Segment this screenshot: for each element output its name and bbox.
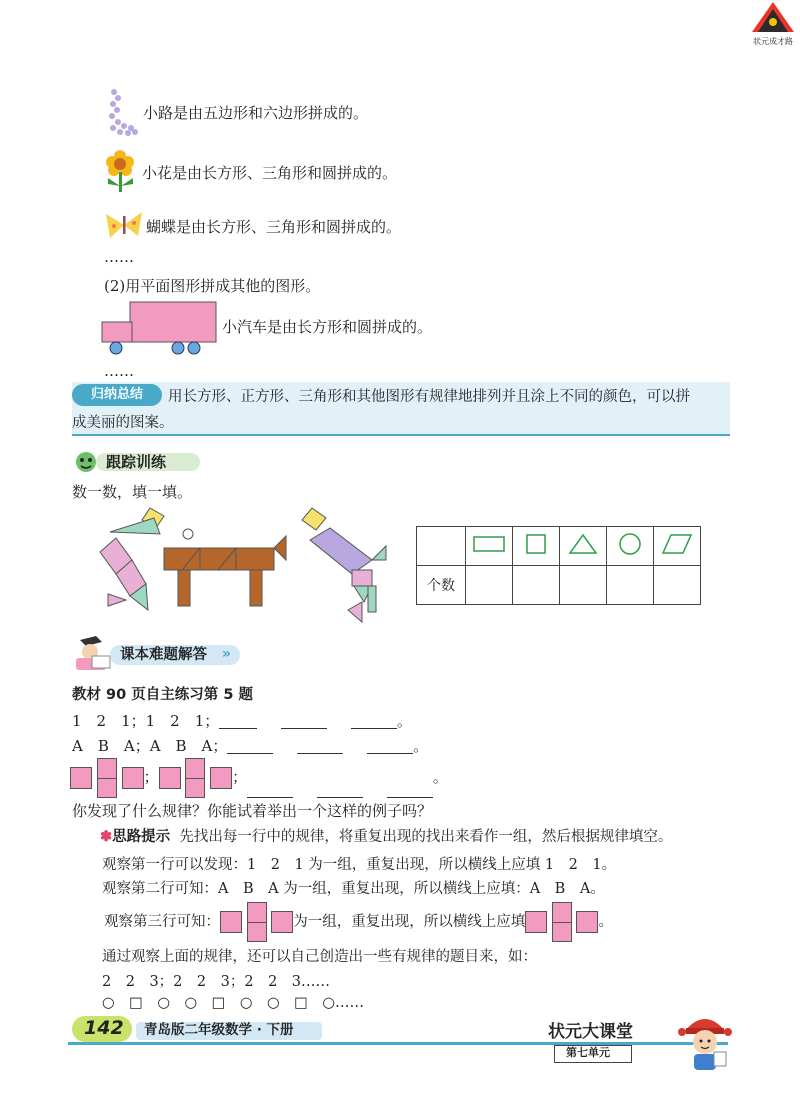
sequence-row-3: ； ； 。 [70,758,448,798]
answer-blank[interactable] [317,797,363,798]
book-title: 青岛版二年级数学 · 下册 [144,1022,294,1038]
observation-1: 观察第一行可以发现：1 2 1 为一组，重复出现，所以横线上应填 1 2 1。 [102,857,617,873]
table-cell [560,527,607,566]
question-text: 你发现了什么规律？你能试着举出一个这样的例子吗？ [72,802,433,820]
answer-blank[interactable] [297,753,343,754]
answer-blank[interactable] [387,797,433,798]
count-input-cell[interactable] [466,566,513,605]
observation-3: 观察第三行可知： 为一组，重复出现，所以横线上应填 。 [104,902,613,942]
summary-line-1: 用长方形、正方形、三角形和其他图形有规律地排列并且涂上不同的颜色，可以拼 [168,389,690,405]
chevron-right-icon: » [222,646,232,662]
count-input-cell[interactable] [513,566,560,605]
hint-line [100,830,672,845]
pink-square-shape [210,767,232,789]
butterfly-description: 蝴蝶是由长方形、三角形和圆拼成的。 [146,218,402,236]
pink-double-square-shape [97,758,117,798]
sequence-row-1-text: 1 2 1；1 2 1； [72,712,220,730]
answer-blank[interactable] [219,728,257,729]
observation-2: 观察第二行可知：A B A 为一组，重复出现，所以横线上应填：A B A。 [102,881,605,897]
corner-logo [748,0,798,48]
page-number: 142 [84,1017,124,1039]
flower-icon [102,148,138,194]
count-input-cell[interactable] [560,566,607,605]
training-title: 跟踪训练 [106,453,167,471]
observation-3-middle: 为一组，重复出现，所以横线上应填 [293,914,526,930]
ellipsis: …… [104,248,134,266]
count-input-cell[interactable] [654,566,701,605]
path-pattern-icon [104,86,140,136]
ellipsis: …… [104,362,134,380]
summary-badge-text: 归纳总结 [90,387,143,402]
circle-icon [617,531,643,557]
pink-square-shape [576,911,598,933]
brand-name: 状元大课堂 [548,1022,633,1042]
sequence-row-2: A B A；A B A； 。 [72,737,429,755]
answer-blank[interactable] [247,797,293,798]
hint-label: 思路提示 [112,829,171,845]
answer-blank[interactable] [281,728,327,729]
table-cell [654,527,701,566]
table-row [417,527,701,566]
corner-logo-text: 状元成才路 [753,37,793,46]
rectangle-icon [472,533,506,555]
textbook-header [70,636,250,672]
hint-text: 先找出每一行中的规律，将重复出现的找出来看作一组，然后根据规律填空。 [179,829,673,845]
training-header [72,448,200,474]
training-instruction: 数一数，填一填。 [72,483,193,501]
problem-title: 教材 90 页自主练习第 5 题 [72,687,253,703]
triangle-icon [568,532,598,556]
pink-double-square-shape [185,758,205,798]
sequence-row-1: 1 2 1；1 2 1； 。 [72,712,412,730]
table-cell [607,527,654,566]
observation-3-start: 观察第三行可知： [104,914,220,930]
asterisk-icon: ✽ [100,828,113,845]
reading-student-icon [70,636,114,672]
mascot-illustration [672,1006,738,1072]
shapes-figure-illustration [90,504,390,628]
square-icon [524,532,548,556]
table-cell [513,527,560,566]
pink-double-square-shape [552,902,572,942]
pink-square-shape [159,767,181,789]
answer-blank[interactable] [367,753,413,754]
path-description: 小路是由五边形和六边形拼成的。 [143,104,369,122]
answer-blank[interactable] [227,753,273,754]
answer-blank[interactable] [351,728,397,729]
table-row-label: 个数 [417,566,466,605]
count-input-cell[interactable] [607,566,654,605]
parallelogram-icon [661,532,693,556]
pink-square-shape [271,911,293,933]
car-shape-illustration [100,300,220,358]
unit-label: 第七单元 [566,1046,610,1059]
pink-square-shape [122,767,144,789]
count-table [416,526,701,605]
summary-line-2: 成美丽的图案。 [72,415,174,431]
observation-4: 通过观察上面的规律，还可以自己创造出一些有规律的题目来，如： [102,949,537,965]
summary-badge [72,384,162,406]
pink-square-shape [525,911,547,933]
butterfly-icon [104,208,144,242]
pink-square-shape [220,911,242,933]
example-1: 2 2 3；2 2 3；2 2 3…… [102,974,331,990]
flower-description: 小花是由长方形、三角形和圆拼成的。 [142,164,398,182]
example-2: ○ □ ○ ○ □ ○ ○ □ ○…… [102,995,365,1011]
textbook-title: 课本难题解答 [120,647,207,663]
car-description: 小汽车是由长方形和圆拼成的。 [222,318,433,336]
sequence-row-2-text: A B A；A B A； [72,737,228,755]
table-cell [417,527,466,566]
pink-double-square-shape [247,902,267,942]
table-row [417,566,701,605]
table-cell [466,527,513,566]
pink-square-shape [70,767,92,789]
item-2-text: (2)用平面图形拼成其他的图形。 [104,277,321,295]
